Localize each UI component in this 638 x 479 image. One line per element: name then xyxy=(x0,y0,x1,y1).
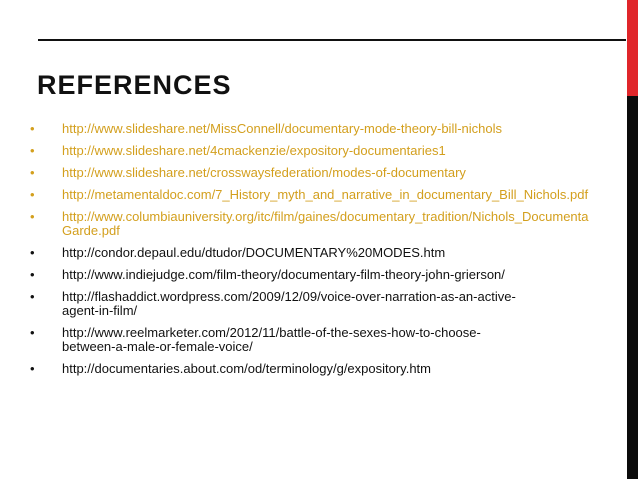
reference-item xyxy=(30,122,630,136)
reference-link-continuation[interactable]: Garde.pdf xyxy=(62,223,120,238)
accent-bar-red xyxy=(627,0,638,96)
top-divider-line xyxy=(38,39,626,41)
slide-title: REFERENCES xyxy=(37,70,232,100)
bullet-icon: • xyxy=(30,325,35,340)
bullet-icon: • xyxy=(30,165,35,180)
reference-text: http://www.reelmarketer.com/2012/11/battle-of-the-sexes-how-to-choose- xyxy=(62,325,481,340)
reference-list xyxy=(30,122,630,384)
bullet-icon: • xyxy=(30,187,35,202)
bullet-icon: • xyxy=(30,245,35,260)
reference-link[interactable]: http://metamentaldoc.com/7_History_myth_and_narrative_in_documentary_Bill_Nichols.pdf xyxy=(62,187,589,202)
reference-item xyxy=(30,290,630,318)
reference-item xyxy=(30,144,630,158)
reference-text-continuation: between-a-male-or-female-voice/ xyxy=(62,339,253,354)
reference-text: http://www.indiejudge.com/film-theory/documentary-film-theory-john-grierson/ xyxy=(62,267,505,282)
bullet-icon: • xyxy=(30,143,35,158)
bullet-icon: • xyxy=(30,267,35,282)
reference-link[interactable]: http://www.slideshare.net/crosswaysfederation/modes-of-documentary xyxy=(62,165,466,180)
bullet-icon: • xyxy=(30,209,35,224)
reference-text: http://flashaddict.wordpress.com/2009/12/09/voice-over-narration-as-an-active- xyxy=(62,289,516,304)
reference-text-continuation: agent-in-film/ xyxy=(62,303,138,318)
reference-item xyxy=(30,326,630,354)
bullet-icon: • xyxy=(30,361,35,376)
reference-item xyxy=(30,188,630,202)
reference-item xyxy=(30,268,630,282)
reference-item xyxy=(30,210,630,238)
reference-link[interactable]: http://www.columbiauniversity.org/itc/film/gaines/documentary_tradition/Nichols_Documenta xyxy=(62,209,589,224)
reference-item xyxy=(30,246,630,260)
reference-link[interactable]: http://www.slideshare.net/MissConnell/documentary-mode-theory-bill-nichols xyxy=(62,121,503,136)
reference-text: http://documentaries.about.com/od/terminology/g/expository.htm xyxy=(62,361,432,376)
bullet-icon: • xyxy=(30,121,35,136)
reference-text: http://condor.depaul.edu/dtudor/DOCUMENTARY%20MODES.htm xyxy=(62,245,446,260)
reference-link[interactable]: http://www.slideshare.net/4cmackenzie/expository-documentaries1 xyxy=(62,143,446,158)
reference-item xyxy=(30,362,630,376)
reference-item xyxy=(30,166,630,180)
bullet-icon: • xyxy=(30,289,35,304)
